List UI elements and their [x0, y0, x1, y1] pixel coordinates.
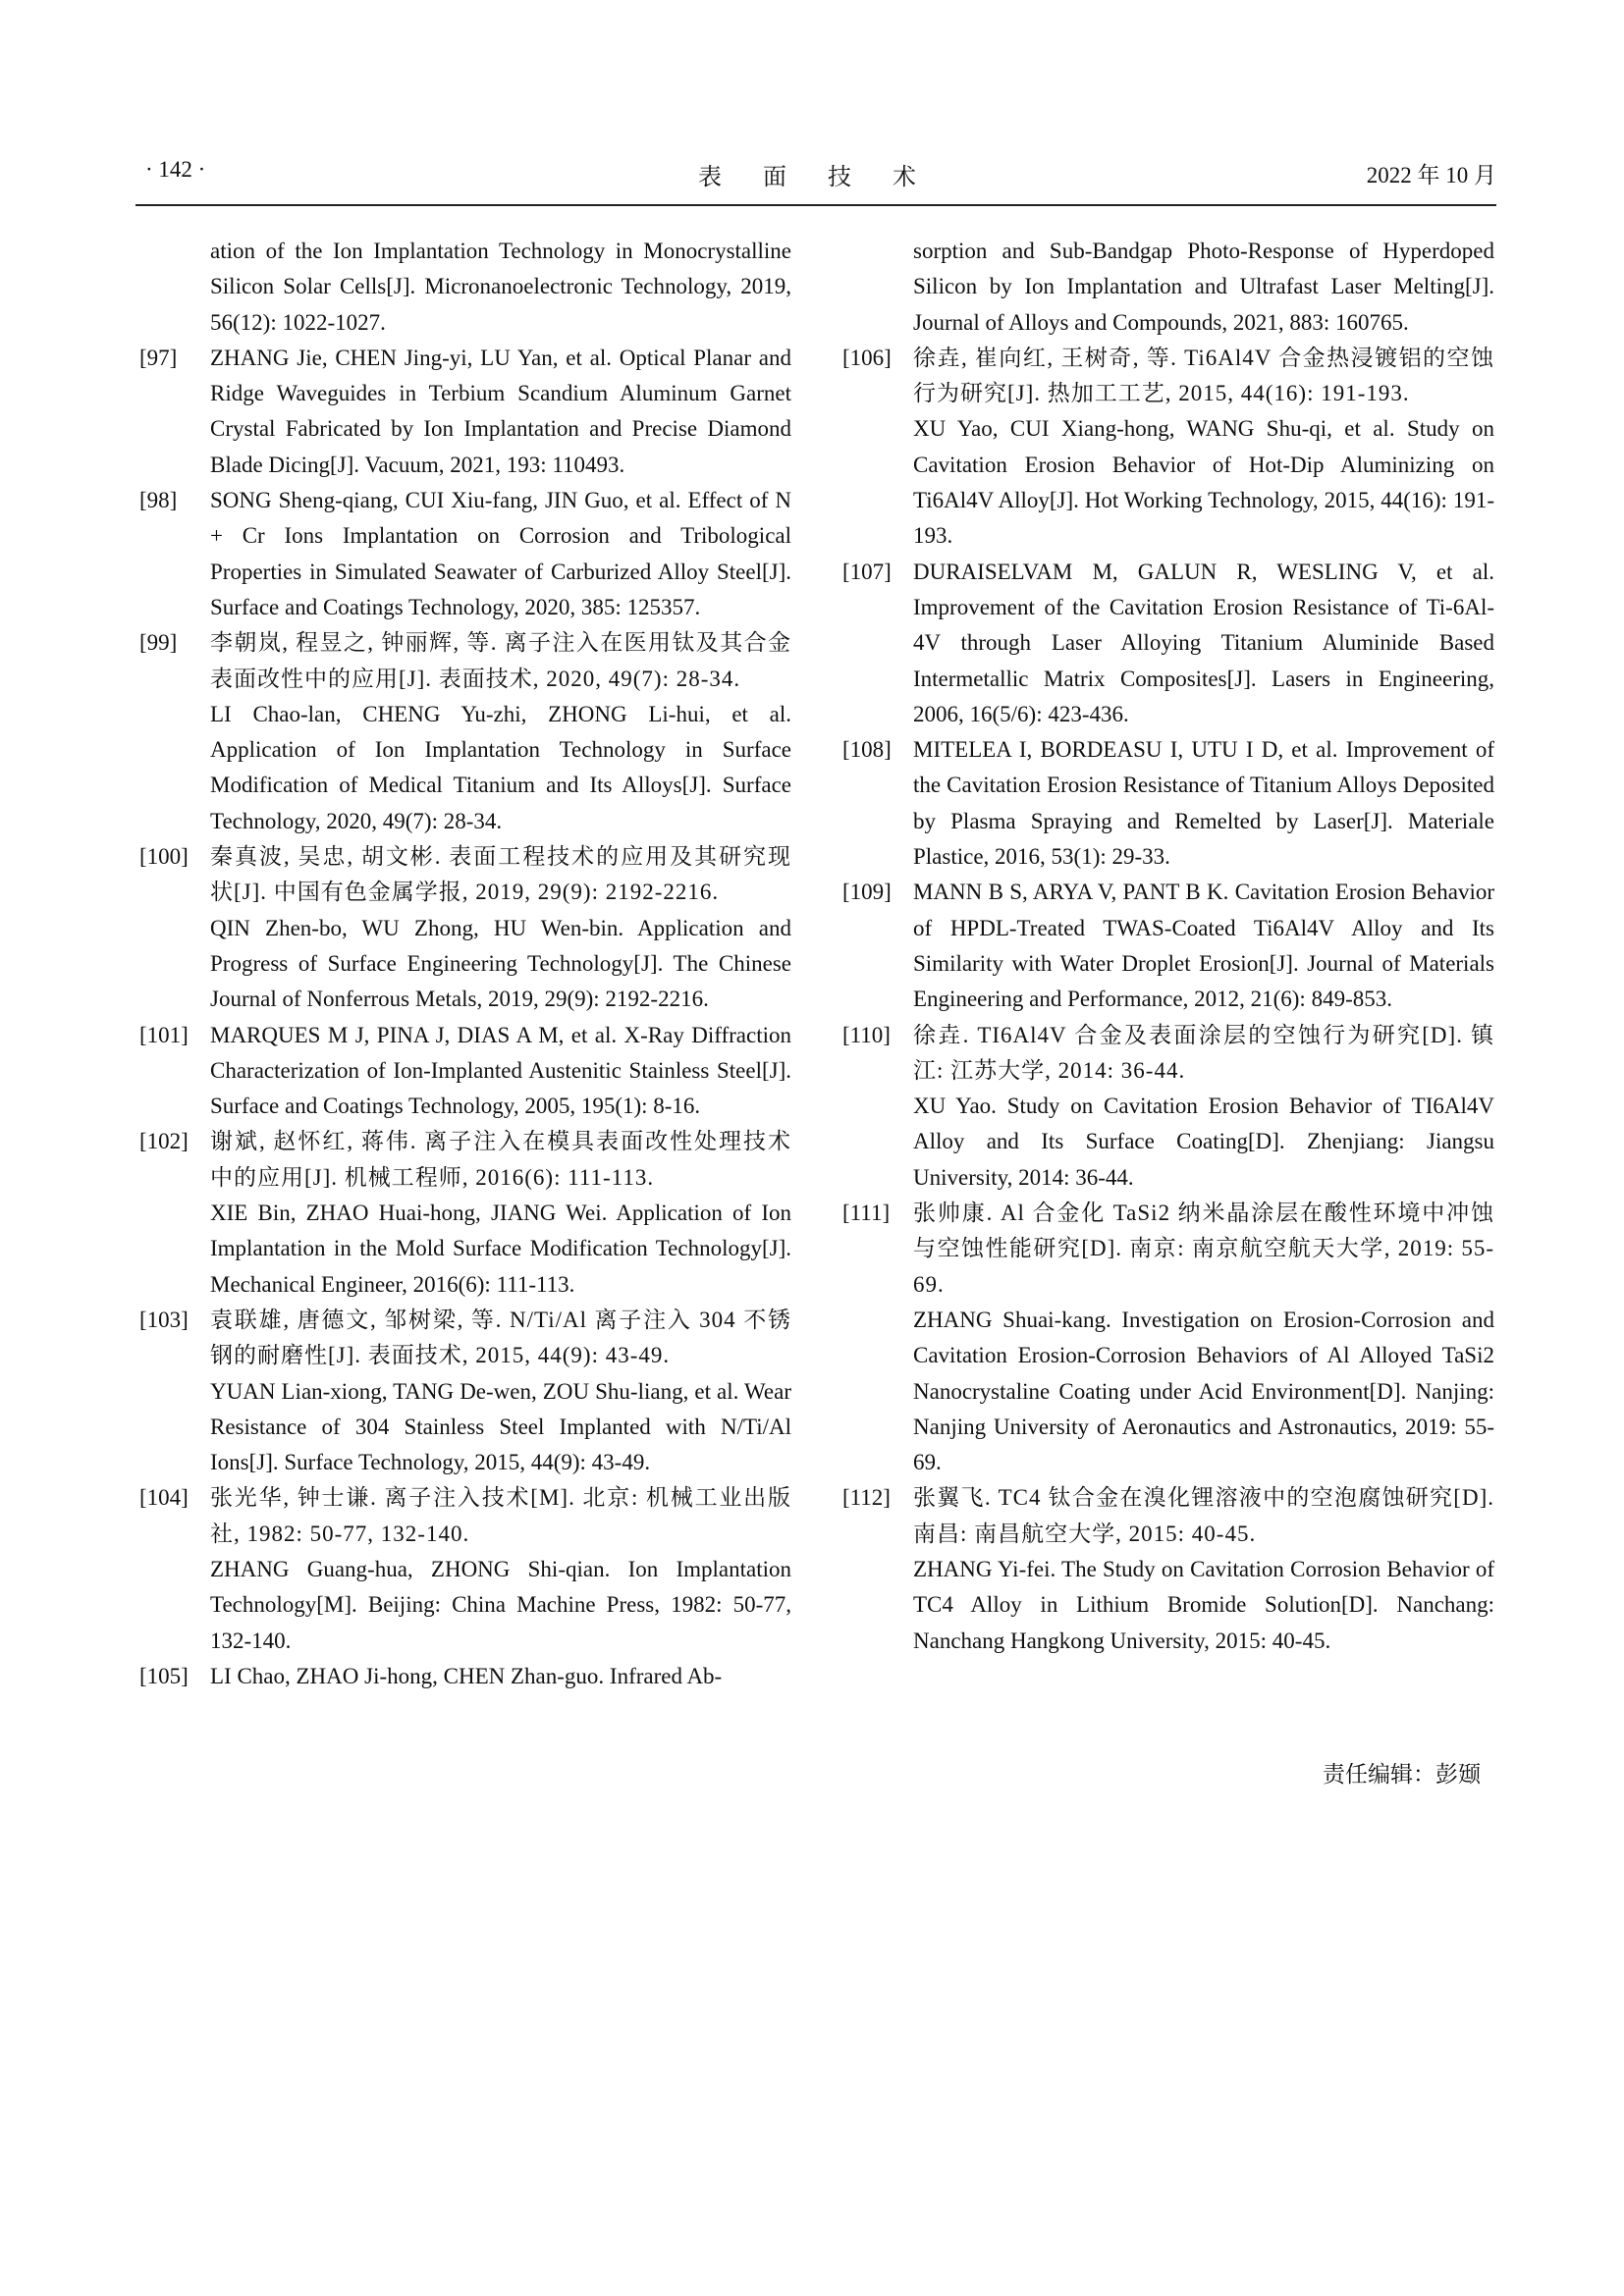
reference-number: [106] — [842, 345, 892, 370]
reference-item — [842, 555, 1494, 732]
reference-number: [103] — [139, 1307, 189, 1332]
reference-item — [139, 1480, 791, 1658]
right-reference-column — [842, 234, 1494, 1659]
reference-text-en: ZHANG Yi-fei. The Study on Cavitation Corrosion Behavior of TC4 Alloy in Lithium Bromide Solution[D]. Nanchang: Nanchang Hangkong University, 2015: 40-45. — [913, 1556, 1494, 1653]
reference-number: [107] — [842, 559, 892, 584]
reference-number: [102] — [139, 1129, 189, 1154]
reference-text-zh: 徐垚, 崔向红, 王树奇, 等. Ti6Al4V 合金热浸镀铝的空蚀行为研究[J]. 热加工工艺, 2015, 44(16): 191-193. — [913, 345, 1494, 406]
reference-number: [111] — [842, 1201, 891, 1226]
reference-text: MARQUES M J, PINA J, DIAS A M, et al. X-Ray Diffraction Characterization of Ion-Implanted Austenitic Stainless Steel[J]. Surface and Coatings Technology, 2005, 195(1): 8-16. — [210, 1022, 791, 1119]
reference-item — [842, 1196, 1494, 1480]
reference-item — [842, 732, 1494, 875]
reference-item — [842, 1480, 1494, 1658]
reference-item — [139, 341, 791, 483]
journal-title: 表 面 技 术 — [698, 165, 934, 190]
page-header — [135, 155, 1496, 206]
reference-text-zh: 袁联雄, 唐德文, 邹树梁, 等. N/Ti/Al 离子注入 304 不锈钢的耐磨性[J]. 表面技术, 2015, 44(9): 43-49. — [210, 1307, 791, 1368]
reference-number: [109] — [842, 880, 892, 905]
reference-item — [842, 875, 1494, 1017]
reference-item — [842, 341, 1494, 555]
reference-text-zh: 秦真波, 吴忠, 胡文彬. 表面工程技术的应用及其研究现状[J]. 中国有色金属学报, 2019, 29(9): 2192-2216. — [210, 844, 791, 905]
reference-text: ation of the Ion Implantation Technology in Monocrystalline Silicon Solar Cells[J]. Micronanoelectronic Technology, 2019, 56(12): 1022-1027. — [210, 239, 791, 335]
reference-text: SONG Sheng-qiang, CUI Xiu-fang, JIN Guo, et al. Effect of N + Cr Ions Implantation on Corrosion and Tribological Properties in Simulated Seawater of Carburized Alloy Steel[J]. Surface and Coatings Technology, 2020, 385: 125357. — [210, 488, 791, 619]
reference-number: [110] — [842, 1022, 891, 1047]
reference-text-en: XIE Bin, ZHAO Huai-hong, JIANG Wei. Application of Ion Implantation in the Mold Surface Modification Technology[J]. Mechanical Engineer, 2016(6): 111-113. — [210, 1201, 791, 1297]
reference-text-en: ZHANG Guang-hua, ZHONG Shi-qian. Ion Implantation Technology[M]. Beijing: China Machine Press, 1982: 50-77, 132-140. — [210, 1556, 791, 1653]
reference-number: [108] — [842, 737, 892, 763]
reference-text-zh: 徐垚. TI6Al4V 合金及表面涂层的空蚀行为研究[D]. 镇江: 江苏大学, 2014: 36-44. — [913, 1022, 1494, 1083]
reference-text-en: QIN Zhen-bo, WU Zhong, HU Wen-bin. Application and Progress of Surface Engineering Technology[J]. The Chinese Journal of Nonferrous Metals, 2019, 29(9): 2192-2216. — [210, 915, 791, 1012]
reference-number: [100] — [139, 844, 189, 870]
reference-text: ZHANG Jie, CHEN Jing-yi, LU Yan, et al. Optical Planar and Ridge Waveguides in Terbium Scandium Aluminum Garnet Crystal Fabricated by Ion Implantation and Precise Diamond Blade Dicing[J]. Vacuum, 2021, 193: 110493. — [210, 345, 791, 477]
reference-number: [98] — [139, 488, 178, 513]
reference-text: sorption and Sub-Bandgap Photo-Response of Hyperdoped Silicon by Ion Implantation and Ultrafast Laser Melting[J]. Journal of Alloys and Compounds, 2021, 883: 160765. — [913, 239, 1494, 335]
reference-text-zh: 李朝岚, 程昱之, 钟丽辉, 等. 离子注入在医用钛及其合金表面改性中的应用[J]. 表面技术, 2020, 49(7): 28-34. — [210, 630, 791, 691]
reference-item — [139, 625, 791, 839]
reference-text-en: LI Chao-lan, CHENG Yu-zhi, ZHONG Li-hui, et al. Application of Ion Implantation Technology in Surface Modification of Medical Titanium and Its Alloys[J]. Surface Technology, 2020, 49(7): 28-34. — [210, 701, 791, 833]
reference-text: LI Chao, ZHAO Ji-hong, CHEN Zhan-guo. Infrared Ab- — [210, 1663, 723, 1688]
reference-text-en: XU Yao, CUI Xiang-hong, WANG Shu-qi, et al. Study on Cavitation Erosion Behavior of Hot-Dip Aluminizing on Ti6Al4V Alloy[J]. Hot Working Technology, 2015, 44(16): 191-193. — [913, 416, 1494, 549]
reference-item — [842, 1018, 1494, 1196]
reference-number: [99] — [139, 630, 178, 656]
reference-text-zh: 张翼飞. TC4 钛合金在溴化锂溶液中的空泡腐蚀研究[D]. 南昌: 南昌航空大学, 2015: 40-45. — [913, 1485, 1494, 1546]
reference-number: [104] — [139, 1485, 189, 1511]
reference-item — [139, 1659, 791, 1694]
reference-number: [112] — [842, 1485, 891, 1511]
reference-text: MANN B S, ARYA V, PANT B K. Cavitation Erosion Behavior of HPDL-Treated TWAS-Coated Ti6Al4V Alloy and Its Similarity with Water Droplet Erosion[J]. Journal of Materials Engineering and Performance, 2012, 21(6): 849-853. — [913, 880, 1494, 1012]
left-reference-column — [139, 234, 791, 1694]
responsible-editor: 责任编辑：彭颋 — [1323, 1762, 1481, 1787]
reference-text-zh: 张光华, 钟士谦. 离子注入技术[M]. 北京: 机械工业出版社, 1982: 50-77, 132-140. — [210, 1485, 791, 1546]
reference-item — [139, 1018, 791, 1125]
reference-text-en: YUAN Lian-xiong, TANG De-wen, ZOU Shu-liang, et al. Wear Resistance of 304 Stainless Steel Implanted with N/Ti/Al Ions[J]. Surface Technology, 2015, 44(9): 43-49. — [210, 1378, 791, 1475]
reference-item — [139, 234, 791, 341]
reference-text-zh: 张帅康. Al 合金化 TaSi2 纳米晶涂层在酸性环境中冲蚀与空蚀性能研究[D]. 南京: 南京航空航天大学, 2019: 55-69. — [913, 1201, 1494, 1297]
issue-date: 2022 年 10 月 — [1366, 163, 1496, 187]
reference-number: [105] — [139, 1663, 189, 1688]
reference-text: DURAISELVAM M, GALUN R, WESLING V, et al. Improvement of the Cavitation Erosion Resistance of Ti-6Al-4V through Laser Alloying Titanium Aluminide Based Intermetallic Matrix Composites[J]. Lasers in Engineering, 2006, 16(5/6): 423-436. — [913, 559, 1494, 726]
reference-text-en: ZHANG Shuai-kang. Investigation on Erosion-Corrosion and Cavitation Erosion-Corrosion Behaviors of Al Alloyed TaSi2 Nanocrystaline Coating under Acid Environment[D]. Nanjing: Nanjing University of Aeronautics and Astronautics, 2019: 55-69. — [913, 1307, 1494, 1475]
page-number: · 142 · — [145, 157, 206, 182]
reference-item — [139, 1124, 791, 1302]
reference-text-en: XU Yao. Study on Cavitation Erosion Behavior of TI6Al4V Alloy and Its Surface Coating[D]. Zhenjiang: Jiangsu University, 2014: 36-44. — [913, 1094, 1494, 1190]
reference-text: MITELEA I, BORDEASU I, UTU I D, et al. Improvement of the Cavitation Erosion Resistance of Titanium Alloys Deposited by Plasma Spraying and Remelted by Laser[J]. Materiale Plastice, 2016, 53(1): 29-33. — [913, 737, 1494, 870]
reference-item — [139, 483, 791, 625]
reference-text-zh: 谢斌, 赵怀红, 蒋伟. 离子注入在模具表面改性处理技术中的应用[J]. 机械工程师, 2016(6): 111-113. — [210, 1129, 791, 1190]
reference-item — [139, 1303, 791, 1480]
reference-item — [139, 839, 791, 1017]
reference-item — [842, 234, 1494, 341]
reference-number: [101] — [139, 1022, 189, 1047]
reference-number: [97] — [139, 345, 178, 370]
